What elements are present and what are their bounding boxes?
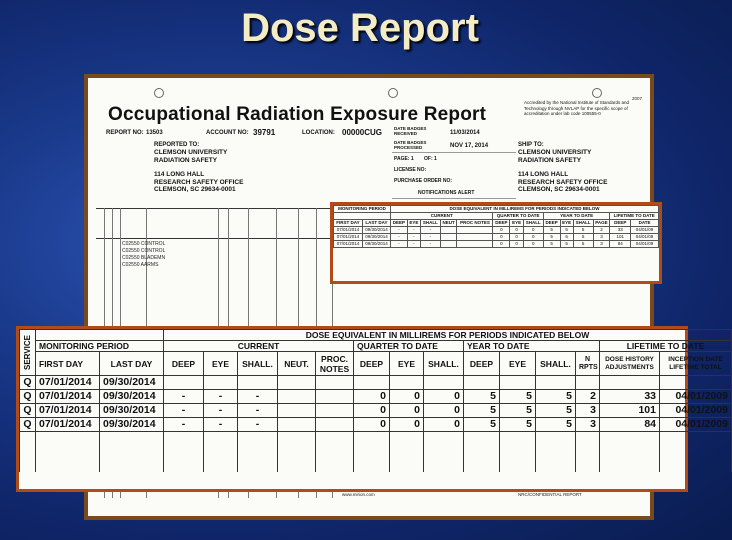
page-of: OF: 1 — [424, 156, 437, 162]
table-row: Q 07/01/2014 09/30/2014 - - - 0 0 0 5 5 5 3 84 04/01/2009 — [20, 418, 732, 432]
col-ytd-deep: DEEP — [464, 352, 500, 376]
report-no: 13503 — [146, 130, 163, 136]
date-received: 11/03/2014 — [450, 130, 480, 136]
col-n-rpts: N RPTS — [576, 352, 600, 376]
service-header: SERVICE — [20, 330, 36, 376]
dose-table — [19, 329, 732, 472]
col-qtd-deep: DEEP — [354, 352, 390, 376]
punch-hole-icon — [154, 88, 164, 98]
ship-to-address: CLEMSON UNIVERSITY RADIATION SAFETY 114 LONG HALL RESEARCH SAFETY OFFICE CLEMSON, SC 29634-0001 — [518, 149, 608, 193]
col-proc-notes: PROC. NOTES — [316, 352, 354, 376]
accreditation-text: Accredited by the National Institute of Standards and Technology through NVLAP for the specific scope of accreditation under lab code 100555-0 — [524, 100, 630, 116]
date-received-label: DATE BADGES RECEIVED — [394, 126, 427, 136]
reported-to-address: CLEMSON UNIVERSITY RADIATION SAFETY 114 LONG HALL RESEARCH SAFETY OFFICE CLEMSON, SC 29634-0001 — [154, 149, 244, 193]
table-row: Q 07/01/2014 09/30/2014 - - - 0 0 0 5 5 5 2 33 04/01/2009 — [20, 390, 732, 404]
slide-title: Dose Report — [241, 6, 479, 50]
current-header: CURRENT — [164, 341, 354, 352]
table-row: Q 07/01/2014 09/30/2014 — [20, 376, 732, 390]
table-row: 07/01/2014 09/30/2014 - - - 0 0 0 5 5 5 2 33 04/01/09 — [334, 227, 659, 234]
footer-website: www.mirion.com — [342, 492, 375, 497]
location-label: LOCATION: — [302, 130, 335, 136]
col-current-eye: EYE — [204, 352, 238, 376]
inset-small-table: MONITORING PERIOD DOSE EQUIVALENT IN MILLIREMS FOR PERIODS INDICATED BELOW CURRENT QUARTER TO DATE YEAR TO DATE LIFETIME TO DATE FIRST DAY LAST DAY DEEP EYE SHALL NEUT PROC NOTES DEEP EYE SHALL DEEP EYE SHALL PAGE DEEP DATE 07/01/2014 09/30/2014 - - - 0 0 0 5 5 5 2 33 04/01/09 07/01/2014 09/30/2014 - - - 0 0 0 5 5 5 3 101 04/01/09 07/01/2014 09/30/2014 - - - 0 0 0 5 5 5 3 84 04/01/09 — [333, 205, 659, 248]
col-current-shall: SHALL. — [238, 352, 278, 376]
col-last-day: LAST DAY — [100, 352, 164, 376]
col-ytd-eye: EYE — [500, 352, 536, 376]
col-ytd-shall: SHALL. — [536, 352, 576, 376]
page-number: 2007 — [632, 96, 643, 101]
lifetime-header: LIFETIME TO DATE — [600, 341, 732, 352]
participant-list: C02550 CONTROL C02550 CONTROL C02550 BLADEMN C02550 AARMS — [122, 241, 166, 268]
table-row: Q 07/01/2014 09/30/2014 - - - 0 0 0 5 5 5 3 101 04/01/2009 — [20, 404, 732, 418]
date-processed-label: DATE BADGES PROCESSED — [394, 140, 427, 150]
col-current-deep: DEEP — [164, 352, 204, 376]
account-no-label: ACCOUNT NO: — [206, 130, 249, 136]
date-processed: NOV 17, 2014 — [450, 143, 489, 149]
year-header: YEAR TO DATE — [464, 341, 600, 352]
punch-hole-icon — [388, 88, 398, 98]
report-title: Occupational Radiation Exposure Report — [108, 104, 487, 125]
col-dose-history: DOSE HISTORY ADJUSTMENTS — [600, 352, 660, 376]
po-label: PURCHASE ORDER NO: — [394, 178, 453, 184]
page-label: PAGE: 1 — [394, 156, 414, 162]
footer-note: NRC/CONFIDENTIAL REPORT — [518, 492, 582, 497]
col-first-day: FIRST DAY — [36, 352, 100, 376]
col-qtd-eye: EYE — [390, 352, 424, 376]
reported-to-label: REPORTED TO: — [154, 142, 200, 148]
table-row: 07/01/2014 09/30/2014 - - - 0 0 0 5 5 5 3 84 04/01/09 — [334, 241, 659, 248]
col-current-neut: NEUT. — [278, 352, 316, 376]
notifications-label: NOTIFICATIONS ALERT — [418, 190, 475, 196]
col-inception: INCEPTION DATE LIFETIME TOTAL — [660, 352, 732, 376]
ship-to-label: SHIP TO: — [518, 142, 544, 148]
zoom-inset-large — [16, 326, 728, 492]
table-row: 07/01/2014 09/30/2014 - - - 0 0 0 5 5 5 3 101 04/01/09 — [334, 234, 659, 241]
location: 00000CUG — [342, 128, 383, 137]
account-no: 39791 — [253, 128, 276, 137]
monitoring-period-header: MONITORING PERIOD — [36, 341, 164, 352]
zoom-inset-small — [330, 202, 662, 284]
dose-group-header: DOSE EQUIVALENT IN MILLIREMS FOR PERIODS INDICATED BELOW — [164, 330, 732, 341]
col-qtd-shall: SHALL. — [424, 352, 464, 376]
quarter-header: QUARTER TO DATE — [354, 341, 464, 352]
report-no-label: REPORT NO: — [106, 130, 144, 136]
punch-hole-icon — [592, 88, 602, 98]
license-label: LICENSE NO: — [394, 167, 427, 173]
